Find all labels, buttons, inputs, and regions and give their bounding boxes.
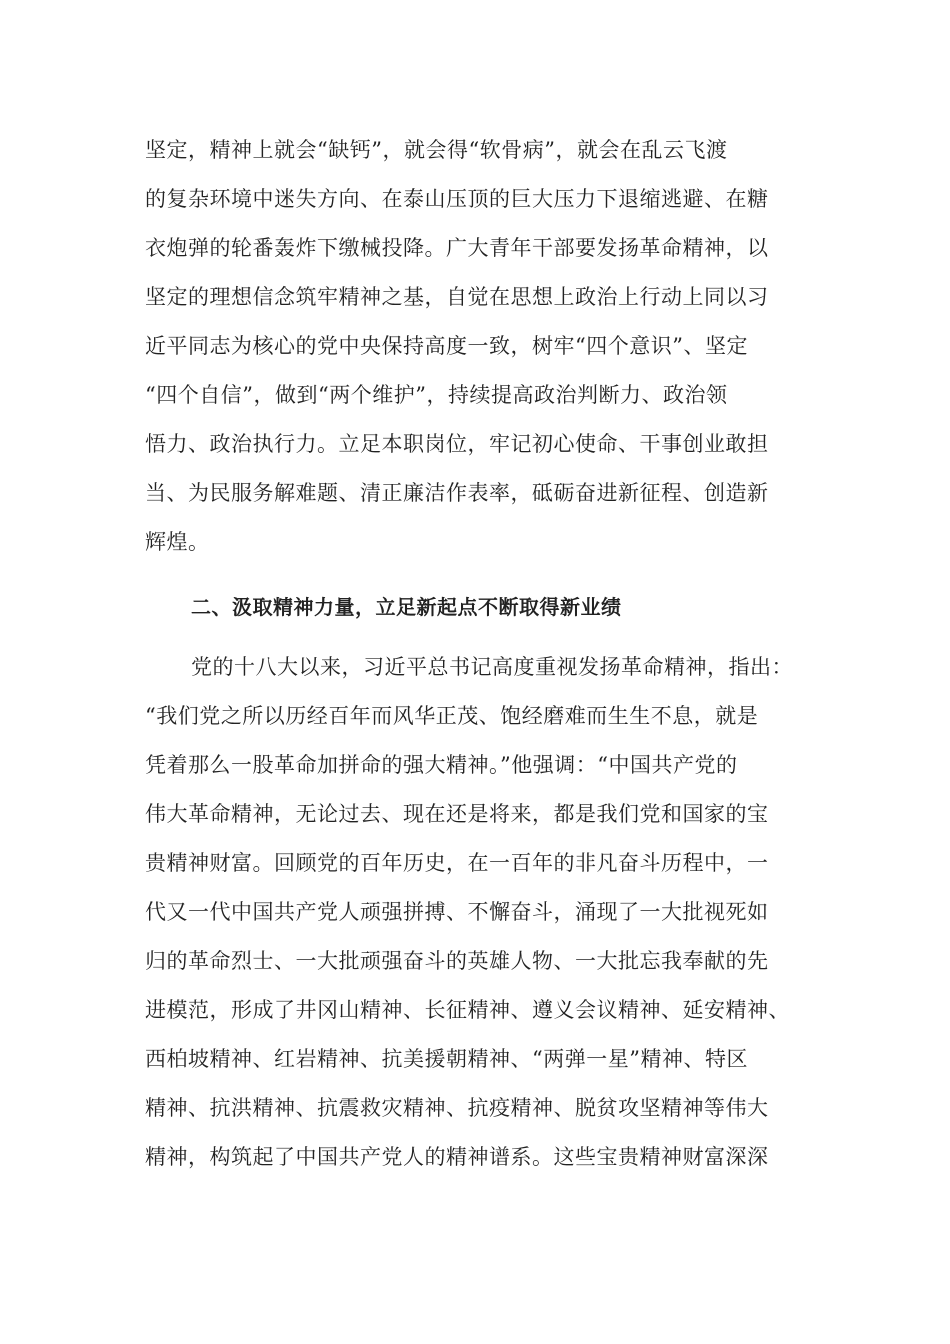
paragraph-1-line: “四个自信”，做到“两个维护”，持续提高政治判断力、政治领 [145, 383, 728, 407]
paragraph-1-line: 近平同志为核心的党中央保持高度一致，树牢“四个意识”、坚定 [145, 334, 748, 358]
paragraph-1-line: 坚定，精神上就会“缺钙”，就会得“软骨病”，就会在乱云飞渡 [145, 138, 728, 162]
paragraph-1-line: 当、为民服务解难题、清正廉洁作表率，砥砺奋进新征程、创造新 [145, 481, 769, 505]
paragraph-2-line: 西柏坡精神、红岩精神、抗美援朝精神、“两弹一星”精神、特区 [145, 1047, 748, 1071]
paragraph-2-line: 凭着那么一股革命加拼命的强大精神。”他强调：“中国共产党的 [145, 753, 738, 777]
paragraph-2-line: “我们党之所以历经百年而风华正茂、饱经磨难而生生不息，就是 [145, 704, 759, 728]
paragraph-1-line: 的复杂环境中迷失方向、在泰山压顶的巨大压力下退缩逃避、在糖 [145, 187, 769, 211]
paragraph-2-line: 归的革命烈士、一大批顽强奋斗的英雄人物、一大批忘我奉献的先 [145, 949, 769, 973]
section-heading: 二、汲取精神力量，立足新起点不断取得新业绩 [191, 595, 622, 619]
paragraph-1-line: 坚定的理想信念筑牢精神之基，自觉在思想上政治上行动上同以习 [145, 285, 769, 309]
paragraph-2-line: 党的十八大以来，习近平总书记高度重视发扬革命精神，指出： [191, 655, 793, 679]
paragraph-2-line: 精神，构筑起了中国共产党人的精神谱系。这些宝贵精神财富深深 [145, 1145, 769, 1169]
paragraph-2-line: 贵精神财富。回顾党的百年历史，在一百年的非凡奋斗历程中，一 [145, 851, 769, 875]
paragraph-1-line: 衣炮弹的轮番轰炸下缴械投降。广大青年干部要发扬革命精神，以 [145, 236, 769, 260]
paragraph-1-line: 悟力、政治执行力。立足本职岗位，牢记初心使命、干事创业敢担 [145, 432, 769, 456]
paragraph-2-line: 进模范，形成了井冈山精神、长征精神、遵义会议精神、延安精神、 [145, 998, 790, 1022]
paragraph-2-line: 伟大革命精神，无论过去、现在还是将来，都是我们党和国家的宝 [145, 802, 769, 826]
paragraph-1-line: 辉煌。 [145, 530, 210, 554]
paragraph-2-line: 精神、抗洪精神、抗震救灾精神、抗疫精神、脱贫攻坚精神等伟大 [145, 1096, 769, 1120]
paragraph-2-line: 代又一代中国共产党人顽强拼搏、不懈奋斗，涌现了一大批视死如 [145, 900, 769, 924]
